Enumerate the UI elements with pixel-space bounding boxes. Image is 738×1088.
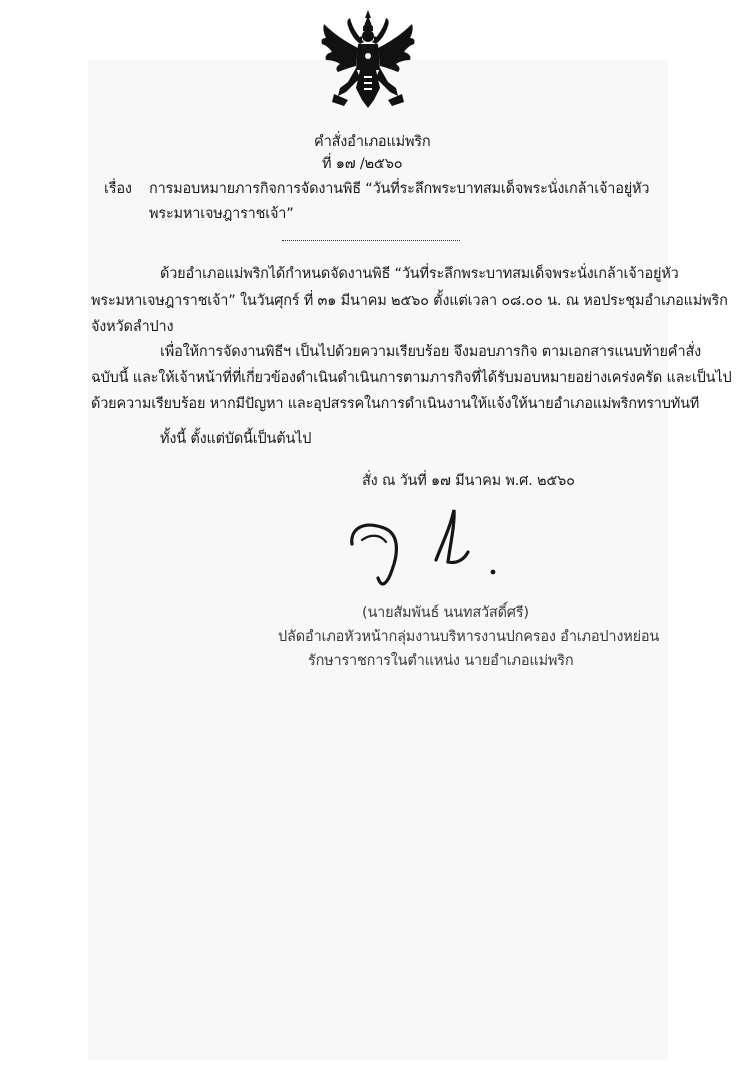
handwritten-signature bbox=[340, 500, 510, 600]
subject-line-1: การมอบหมายภารกิจการจัดงานพิธี “วันที่ระลึกพระบาทสมเด็จพระนั่งเกล้าเจ้าอยู่หัว bbox=[149, 181, 650, 197]
paragraph-1-line-3: จังหวัดลำปาง bbox=[91, 319, 174, 335]
order-title: คำสั่งอำเภอแม่พริก bbox=[314, 134, 431, 150]
subject-line-2: พระมหาเจษฎาราชเจ้า” bbox=[149, 206, 294, 222]
paragraph-1-line-2: พระมหาเจษฎาราชเจ้า” ในวันศุกร์ ที่ ๓๑ มีนาคม ๒๕๖๐ ตั้งแต่เวลา ๐๘.๐๐ น. ณ หอประชุมอำเภอแม่พริก bbox=[91, 293, 728, 309]
paragraph-2-line-2: ฉบับนี้ และให้เจ้าหน้าที่ที่เกี่ยวข้องดำเนินดำเนินการตามภารกิจที่ได้รับมอบหมายอย่างเคร่งครัด และเป็นไป bbox=[91, 370, 732, 386]
paragraph-2-line-1: เพื่อให้การจัดงานพิธีฯ เป็นไปด้วยความเรียบร้อย จึงมอบภารกิจ ตามเอกสารแนบท้ายคำสั่ง bbox=[160, 344, 701, 360]
paragraph-2-line-3: ด้วยความเรียบร้อย หากมีปัญหา และอุปสรรคในการดำเนินงานให้แจ้งให้นายอำเภอแม่พริกทราบทันที bbox=[91, 396, 700, 412]
order-number: ที่ ๑๗ /๒๕๖๐ bbox=[322, 156, 403, 172]
signer-position-2: รักษาราชการในตำแหน่ง นายอำเภอแม่พริก bbox=[308, 653, 574, 669]
separator-dotted-line bbox=[282, 240, 460, 241]
paragraph-3: ทั้งนี้ ตั้งแต่บัดนี้เป็นต้นไป bbox=[160, 431, 312, 447]
signer-name: (นายสัมพันธ์ นนทสวัสดิ์ศรี) bbox=[362, 605, 529, 621]
signer-position-1: ปลัดอำเภอหัวหน้ากลุ่มงานบริหารงานปกครอง อำเภอปางหย่อน bbox=[278, 629, 660, 645]
signing-date: สั่ง ณ วันที่ ๑๗ มีนาคม พ.ศ. ๒๕๖๐ bbox=[362, 473, 575, 489]
garuda-emblem-icon bbox=[318, 8, 418, 112]
subject-label: เรื่อง bbox=[104, 181, 132, 197]
paragraph-1-line-1: ด้วยอำเภอแม่พริกได้กำหนดจัดงานพิธี “วันที่ระลึกพระบาทสมเด็จพระนั่งเกล้าเจ้าอยู่หัว bbox=[160, 266, 679, 282]
